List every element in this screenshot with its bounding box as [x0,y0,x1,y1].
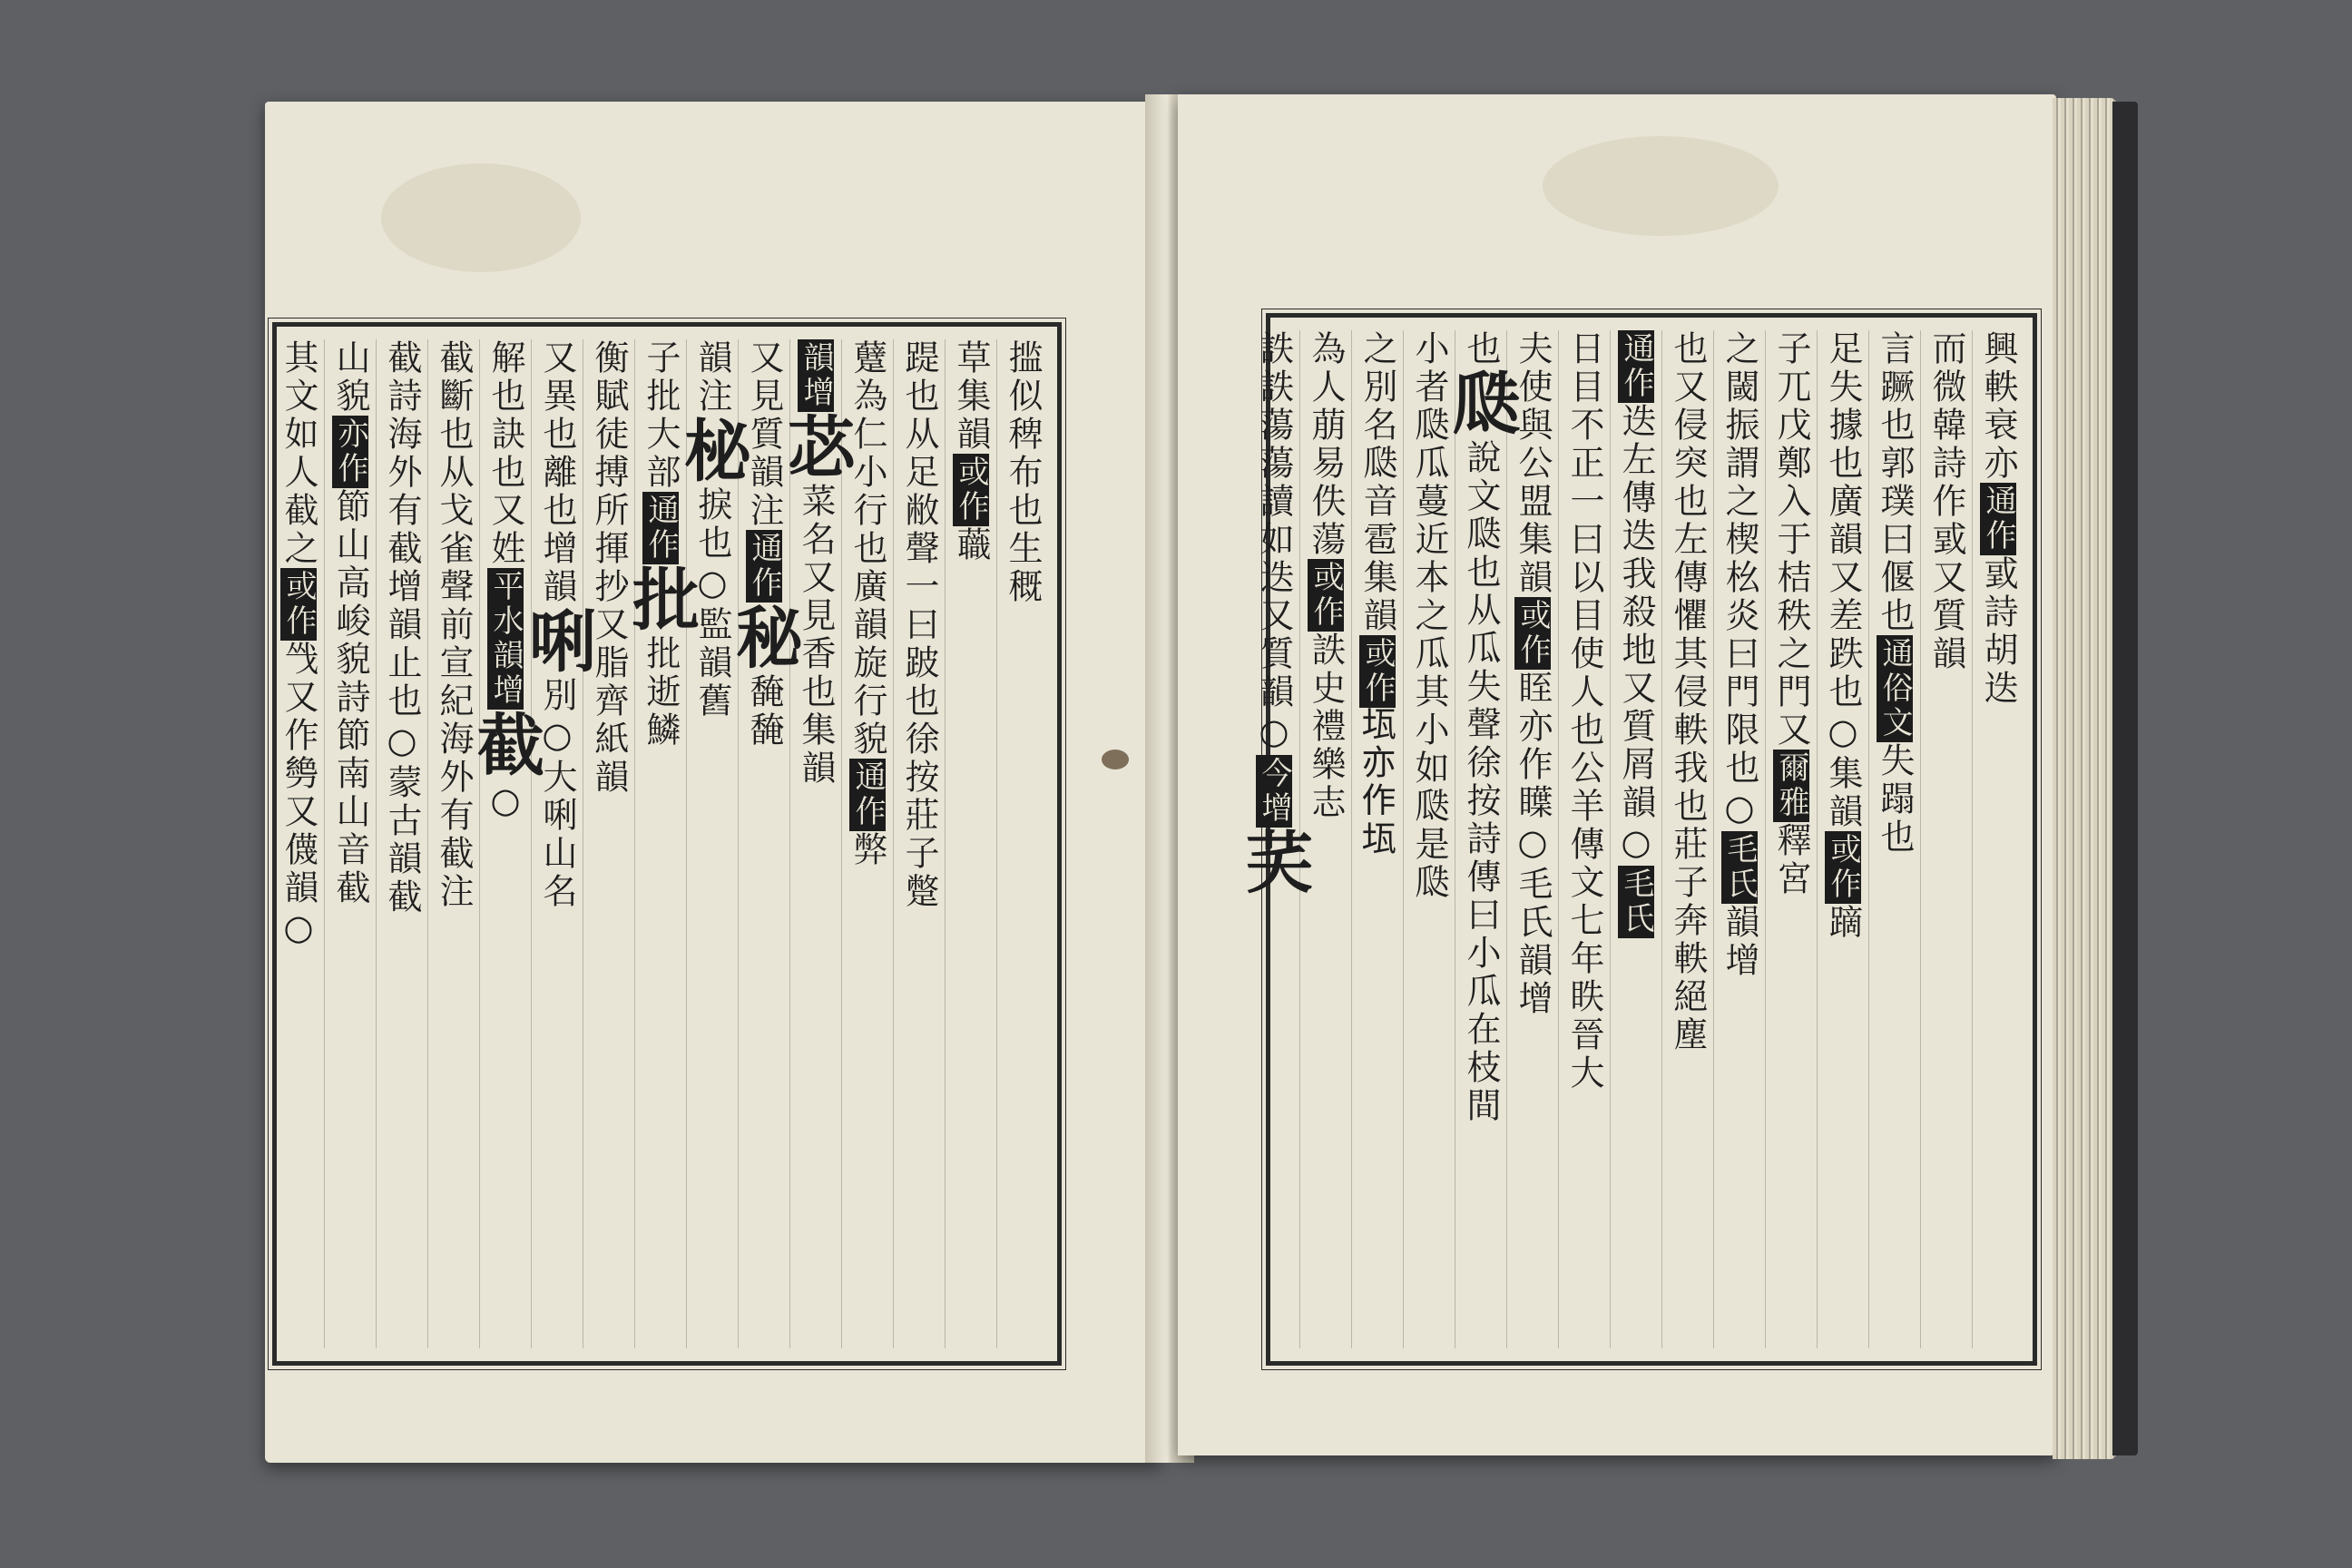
ink-blot [1102,750,1129,769]
annotation-tag: 通作 [746,532,782,601]
annotation-tag: 通俗文 [1877,637,1913,740]
column-text: 節山高峻貌詩節南山音截 [330,488,370,907]
text-column [725,339,803,1348]
column-text: 說文瓞也从瓜失聲徐按詩傳曰小瓜在枝間 [1461,439,1501,1125]
column-text: 山貌 [330,339,370,416]
column-text: 蹩 [899,873,939,911]
text-column [1765,330,1817,1348]
annotation-tag: 或作 [1308,561,1344,630]
text-column [1972,330,2024,1348]
text-column [427,339,479,1348]
text-column [996,339,1048,1348]
column-text: 失蹋也 [1875,742,1915,857]
column-text: 躠為仁小行也廣韻旋行貌 [848,339,887,759]
text-column [583,339,634,1348]
annotation-tag: 韻增 [798,341,834,410]
left-text-columns [279,339,1048,1348]
annotation-tag: 或作 [280,570,317,639]
column-text: 日目不正一曰以目使人也公羊傳文七年眣晉大 [1564,330,1604,1093]
text-column [1661,330,1713,1348]
column-text: 捩也○監韻舊 [692,486,732,720]
text-column [1506,330,1558,1348]
annotation-tag: 毛氏 [1721,833,1758,902]
foxing-stain [381,163,581,272]
column-text: 子兀戊鄭入于桔秩之門又 [1771,330,1811,750]
column-text: 㦰又作㔃又㒝韻○ [279,641,318,951]
annotation-tag: 今增 [1256,757,1292,826]
column-text: 為人萠易佚蕩 [1306,330,1346,559]
annotation-tag: 爾雅 [1773,751,1809,820]
column-text: 踶也从足敝聲一曰跛也徐按莊子 [899,339,939,873]
column-text: 𤬪亦作𤬪 [1357,708,1397,860]
annotation-tag: 亦作 [332,417,368,486]
column-text: 眰亦作瞸○毛氏韻增 [1513,670,1553,1018]
annotation-tag: 通作 [1618,332,1654,401]
headword: 芺 [1235,828,1313,898]
column-text: 子批大部 [641,339,681,492]
column-text: 批逝鱗 [641,635,681,750]
text-column [1868,330,1920,1348]
text-column [1817,330,1868,1348]
column-text: 而微韓詩作戜又質韻 [1926,330,1966,673]
cover-edge [2112,102,2138,1455]
right-text-frame [1235,313,2037,1366]
annotation-tag: 或作 [1825,833,1861,902]
column-text: 解也訣也又姓 [485,339,525,568]
text-column [622,339,700,1348]
text-column [324,339,376,1348]
headword: 苾 [777,412,855,483]
text-column [893,339,945,1348]
column-text: 迭左傳迭我殺地又質屑韻○ [1616,403,1656,866]
column-text: 其文如人截之 [279,339,318,568]
column-text: 馣馣 [744,673,784,750]
text-column [841,339,893,1348]
column-text: 也 [1461,330,1501,368]
column-text: 言蹶也郭璞曰偃也 [1875,330,1915,635]
column-text: 截詩海外有截增韻止也○蒙古韻截 [382,339,422,916]
text-column [1610,330,1661,1348]
column-text: 小者瓞瓜蔓近本之瓜其小如瓞是瓞 [1409,330,1449,902]
column-text: 詄史禮樂志 [1306,632,1346,822]
headword: 唎 [518,606,596,677]
text-column [673,339,751,1348]
headword: 秘 [725,603,803,673]
column-text: 也又侵突也左傳懼其侵軼我也莊子奔軼絕塵 [1668,330,1708,1054]
text-column [1558,330,1610,1348]
column-text: 蘵 [951,526,991,564]
annotation-tag: 通作 [642,494,679,563]
column-text: 戜詩胡迭 [1978,555,2018,708]
annotation-tag: 通作 [849,760,886,829]
text-column [945,339,996,1348]
column-text: 草集韻 [951,339,991,454]
column-text: 又見質韻注 [744,339,784,530]
text-column [273,339,324,1348]
text-column [1403,330,1455,1348]
column-text: 興軼衰亦 [1978,330,2018,483]
right-text-columns [1235,330,2024,1348]
headword: 柲 [673,416,751,486]
text-column [1235,330,1313,1348]
foxing-stain [1543,136,1779,236]
text-column [376,339,427,1348]
left-text-frame [272,322,1062,1366]
annotation-tag: 平水韻增 [487,570,524,708]
column-text: 菜名又見香也集韻 [796,483,836,788]
text-column [1713,330,1765,1348]
text-column [466,339,544,1348]
headword: 批 [622,564,700,635]
column-text: 之閾振謂之楔㭃炎曰門限也○ [1720,330,1759,831]
column-text: 足失據也廣韻又差跌也○集韻 [1823,330,1863,831]
column-text: 弊 [848,831,887,869]
annotation-tag: 或作 [1359,637,1396,706]
text-column [1920,330,1972,1348]
column-text: 詄詄蕩蕩讀如迭又質韻○ [1254,330,1294,755]
headword: 瓞 [1442,368,1520,439]
column-text: 截斷也从戈雀聲前宣紀海外有截注 [434,339,474,911]
annotation-tag: 通作 [1980,485,2016,554]
column-text: 韻注 [692,339,732,416]
column-text: 之別名瓞音雹集韻 [1357,330,1397,635]
text-column [1351,330,1403,1348]
annotation-tag: 或作 [1514,599,1551,668]
column-text: 別○大唎山名 [537,677,577,911]
column-text: 釋宮 [1771,822,1811,898]
page-edges [2053,98,2116,1459]
text-column [1299,330,1351,1348]
text-column [518,339,596,1348]
column-text: 㨫似稗布也生穊 [1003,339,1043,606]
annotation-tag: 毛氏 [1618,867,1654,936]
headword: 截 [466,710,544,780]
column-text: ○ [485,780,525,824]
annotation-tag: 或作 [953,456,989,524]
column-text: 衡賦徒搏所揮抄又脂齊紙韻 [589,339,629,797]
column-text: 韻增 [1720,904,1759,980]
column-text: 蹢 [1823,904,1863,942]
column-text: 夫使與公盟集韻 [1513,330,1553,597]
column-text: 又異也離也增韻 [537,339,577,606]
text-column [1442,330,1520,1348]
text-column [777,339,855,1348]
